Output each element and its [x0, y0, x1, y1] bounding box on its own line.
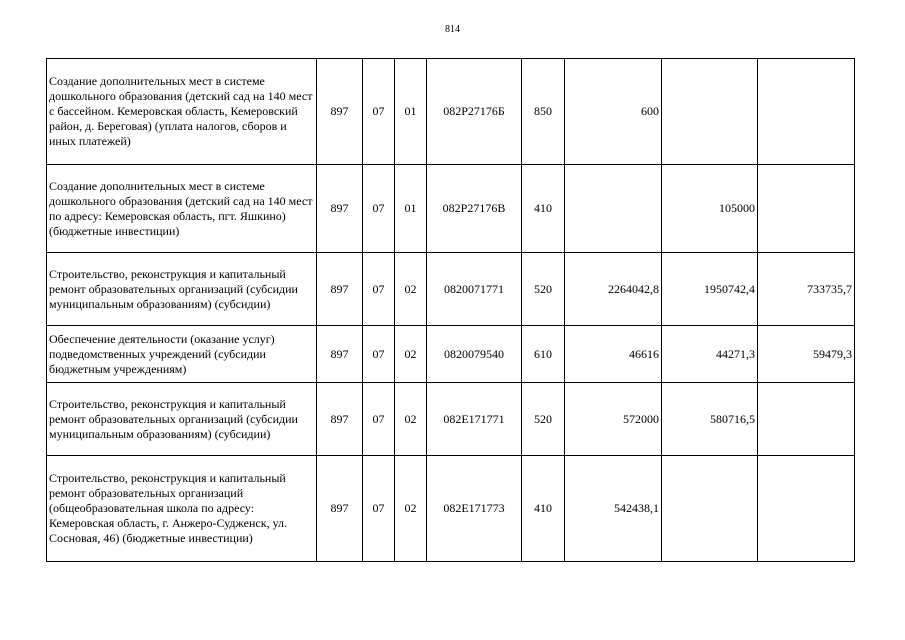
budget-table	[46, 58, 855, 562]
subsection-code: 01	[395, 165, 427, 253]
target-article-code: 0820079540	[427, 326, 522, 383]
ministry-code: 897	[317, 165, 363, 253]
target-article-code: 082E171773	[427, 456, 522, 562]
expense-type-code: 850	[522, 59, 565, 165]
amount-year-3	[758, 59, 855, 165]
target-article-code: 082P27176В	[427, 165, 522, 253]
amount-year-3	[758, 456, 855, 562]
amount-year-2	[662, 59, 758, 165]
amount-year-2: 1950742,4	[662, 253, 758, 326]
row-description: Обеспечение деятельности (оказание услуг) подведомственных учреждений (субсидии бюджетным учреждениям)	[47, 326, 317, 383]
amount-year-2: 580716,5	[662, 383, 758, 456]
section-code: 07	[363, 59, 395, 165]
target-article-code: 082P27176Б	[427, 59, 522, 165]
table-row	[47, 253, 855, 326]
amount-year-3	[758, 383, 855, 456]
target-article-code: 0820071771	[427, 253, 522, 326]
table-row	[47, 383, 855, 456]
ministry-code: 897	[317, 456, 363, 562]
row-description: Создание дополнительных мест в системе дошкольного образования (детский сад на 140 мест с бассейном. Кемеровская область, Кемеровский район, д. Береговая) (уплата налогов, сборов и иных платежей)	[47, 59, 317, 165]
row-description: Строительство, реконструкция и капитальный ремонт образовательных организаций (субсидии муниципальным образованиям) (субсидии)	[47, 253, 317, 326]
subsection-code: 02	[395, 383, 427, 456]
ministry-code: 897	[317, 383, 363, 456]
subsection-code: 02	[395, 326, 427, 383]
amount-year-1: 572000	[565, 383, 662, 456]
subsection-code: 01	[395, 59, 427, 165]
ministry-code: 897	[317, 59, 363, 165]
amount-year-2: 105000	[662, 165, 758, 253]
row-description: Создание дополнительных мест в системе дошкольного образования (детский сад на 140 мест по адресу: Кемеровская область, пгт. Яшкино) (бюджетные инвестиции)	[47, 165, 317, 253]
subsection-code: 02	[395, 253, 427, 326]
target-article-code: 082E171771	[427, 383, 522, 456]
row-description: Строительство, реконструкция и капитальный ремонт образовательных организаций (общеобразовательная школа по адресу: Кемеровская область, г. Анжеро-Судженск, ул. Сосновая, 46) (бюджетные инвестиции)	[47, 456, 317, 562]
section-code: 07	[363, 383, 395, 456]
row-description: Строительство, реконструкция и капитальный ремонт образовательных организаций (субсидии муниципальным образованиям) (субсидии)	[47, 383, 317, 456]
amount-year-1: 542438,1	[565, 456, 662, 562]
table-row	[47, 326, 855, 383]
amount-year-2: 44271,3	[662, 326, 758, 383]
table-row	[47, 456, 855, 562]
expense-type-code: 410	[522, 456, 565, 562]
section-code: 07	[363, 326, 395, 383]
expense-type-code: 520	[522, 253, 565, 326]
amount-year-3: 733735,7	[758, 253, 855, 326]
amount-year-3: 59479,3	[758, 326, 855, 383]
section-code: 07	[363, 253, 395, 326]
expense-type-code: 520	[522, 383, 565, 456]
subsection-code: 02	[395, 456, 427, 562]
expense-type-code: 610	[522, 326, 565, 383]
page-number: 814	[445, 24, 460, 35]
amount-year-1: 600	[565, 59, 662, 165]
ministry-code: 897	[317, 253, 363, 326]
amount-year-1: 46616	[565, 326, 662, 383]
amount-year-1	[565, 165, 662, 253]
amount-year-3	[758, 165, 855, 253]
section-code: 07	[363, 165, 395, 253]
table-row	[47, 59, 855, 165]
expense-type-code: 410	[522, 165, 565, 253]
table-row	[47, 165, 855, 253]
amount-year-1: 2264042,8	[565, 253, 662, 326]
section-code: 07	[363, 456, 395, 562]
ministry-code: 897	[317, 326, 363, 383]
amount-year-2	[662, 456, 758, 562]
